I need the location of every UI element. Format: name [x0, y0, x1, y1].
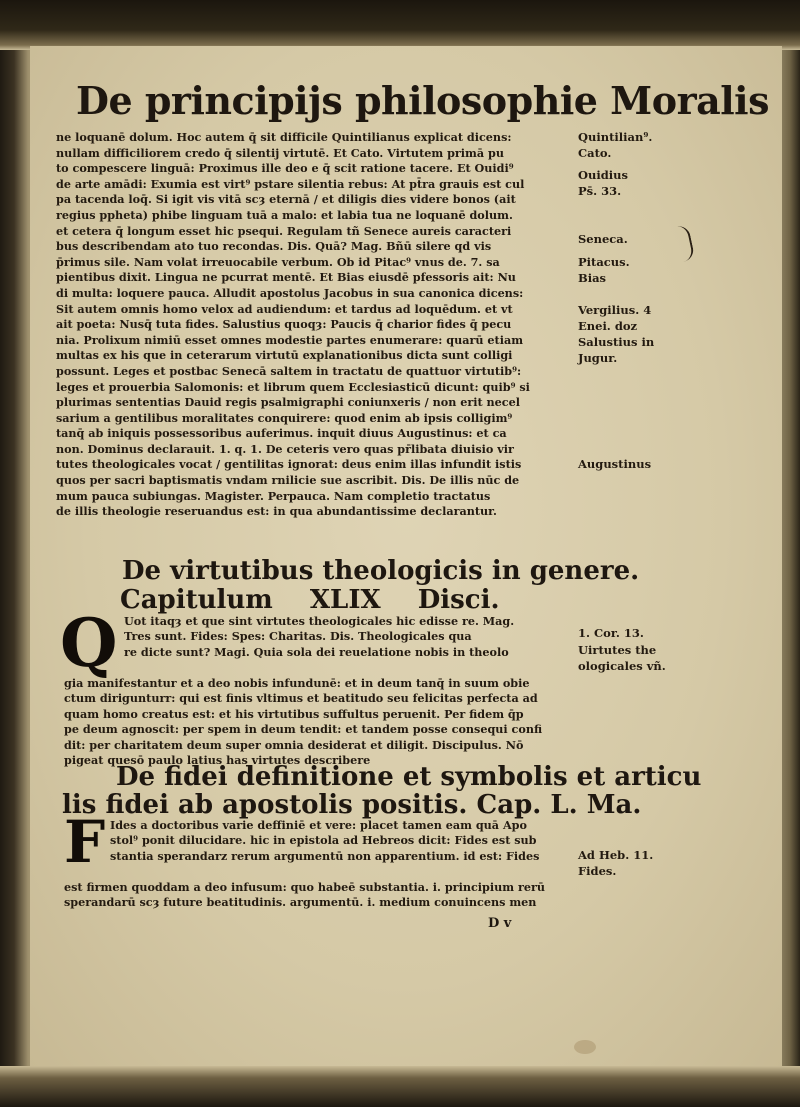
- text-line: p̄rimus sile. Nam volat irreuocabile verbum. Ob id Pitac⁹ vnus de. 7. sa: [56, 254, 500, 269]
- margin-note: Quintilian⁹.: [578, 130, 653, 144]
- chapter-heading: [120, 585, 528, 615]
- text-line: stol⁹ ponit dilucidare. hic in epistola ad Hebreos dicit: Fides est sub: [110, 833, 537, 848]
- text-line: ait poeta: Nusq̄ tuta fides. Salustius quoqȝ: Paucis q̄ charior fides q̄ pecu: [56, 317, 512, 332]
- text-line: Tres sunt. Fides: Spes: Charitas. Dis. Theologicales qua: [124, 629, 472, 644]
- text-line: et cetera q̄ longum esset hic psequi. Regulam tñ Senece aureis caracteri: [56, 223, 512, 238]
- paragraph-virtues-intro: [124, 614, 570, 660]
- text-line: pe deum agnoscit: per spem in deum tendit: et tandem posse consequi confi: [64, 722, 543, 737]
- initial-letter-q: Q: [60, 604, 118, 682]
- text-line: Sit autem omnis homo velox ad audiendum: et tardus ad loquēdum. et vt: [56, 301, 513, 316]
- text-line: est firmen quoddam a deo infusum: quo habeē substantia. i. principium rerū: [64, 880, 545, 894]
- chapter-label: Capitulum: [120, 585, 273, 615]
- text-line: sarium a gentilibus moralitates conquirere: quod enim ab ipsis colligim⁹: [56, 410, 513, 425]
- page-bottom-edge: [0, 1066, 800, 1107]
- text-line: sperandarū scȝ future beatitudinis. argumentū. i. medium conuincens men: [64, 895, 537, 910]
- margin-note: Seneca.: [578, 232, 628, 246]
- text-line: Uot itaqȝ et que sint virtutes theologicales hic edisse re. Mag.: [124, 614, 515, 628]
- paragraph-faith-intro: [110, 818, 570, 864]
- text-line: stantia sperandarz rerum argumentū non apparentium. id est: Fides: [110, 848, 540, 863]
- margin-note: Cato.: [578, 146, 612, 160]
- text-line: non. Dominus declarauit. 1. q. 1. De ceteris vero quas pr̄libata diuisio vir: [56, 441, 514, 456]
- initial-letter-f: F: [64, 808, 106, 876]
- text-line: di multa: loquere pauca. Alludit apostolus Jacobus in sua canonica dicens:: [56, 285, 524, 300]
- margin-note: Pitacus.: [578, 255, 630, 269]
- text-line: de arte amādi: Exumia est virt⁹ pstare silentia rebus: At pt̄ra grauis est cul: [56, 176, 525, 191]
- main-paragraph: [56, 130, 566, 520]
- margin-note: Uirtutes the: [578, 643, 657, 657]
- margin-note: 1. Cor. 13.: [578, 626, 644, 640]
- paragraph-faith-body: [64, 880, 572, 911]
- chapter-number: XLIX: [309, 585, 381, 615]
- margin-note: Bias: [578, 271, 607, 285]
- text-line: bus describendam ato tuo recondas. Dis. Quā? Mag. Bñū silere qd vis: [56, 239, 492, 254]
- text-line: gia manifestantur et a deo nobis infundunē: et in deum tanq̄ in suum obie: [64, 676, 530, 690]
- section-heading-virtues: De virtutibus theologicis in genere.: [122, 556, 640, 586]
- chapter-speaker: Disci.: [417, 585, 500, 615]
- page-title: De principijs philosophie Moralis: [76, 78, 769, 123]
- text-line: quam homo creatus est: et his virtutibus suffultus peruenit. Per fidem q̄p: [64, 706, 524, 721]
- page-top-edge: [0, 0, 800, 50]
- text-line: ctum dirigunturr: qui est finis vltimus et beatitudo seu felicitas perfecta ad: [64, 691, 538, 706]
- text-line: possunt. Leges et postbac Senecā saltem in tractatu de quattuor virtutib⁹:: [56, 363, 522, 378]
- margin-note: Augustinus: [578, 457, 652, 471]
- text-line: tanq̄ ab iniquis possessoribus auferimus. inquit diuus Augustinus: et ca: [56, 426, 507, 441]
- margin-note: Ps̄. 33.: [578, 184, 622, 198]
- section-heading-faith-line2: lis fidei ab apostolis positis. Cap. L. Ma.: [62, 790, 642, 820]
- text-line: mum pauca subiungas. Magister. Perpauca. Nam completio tractatus: [56, 488, 491, 503]
- margin-note: Ad Heb. 11.: [578, 848, 654, 862]
- text-line: Ides a doctoribus varie deffiniē et vere: placet tamen eam quā Apo: [110, 818, 527, 832]
- text-line: nia. Prolixum nimiū esset omnes modestie partes enumerare: quarū etiam: [56, 332, 524, 347]
- margin-note: Vergilius. 4: [578, 303, 652, 317]
- ink-blot: [574, 1040, 596, 1054]
- text-line: leges et prouerbia Salomonis: et librum quem Ecclesiasticū dicunt: quib⁹ si: [56, 379, 530, 394]
- paragraph-virtues-body: [64, 676, 572, 768]
- margin-note: Jugur.: [578, 351, 618, 365]
- text-line: re dicte sunt? Magi. Quia sola dei reuelatione nobis in theolo: [124, 644, 509, 659]
- section-heading-faith-line1: De fidei definitione et symbolis et articu: [116, 762, 702, 792]
- margin-note: ologicales vñ.: [578, 659, 666, 673]
- text-line: pientibus dixit. Lingua ne pcurrat mentē. Et Bias eiusdē pfessoris ait: Nu: [56, 270, 516, 285]
- text-line: multas ex his que in ceterarum virtutū explanationibus dicta sunt colligi: [56, 348, 513, 363]
- margin-note: Ouidius: [578, 168, 628, 182]
- margin-note: Fides.: [578, 864, 617, 878]
- text-line: nullam difficiliorem credo q̄ silentij virtutē. Et Cato. Virtutem primā pu: [56, 145, 504, 160]
- margin-note: Salustius in: [578, 335, 655, 349]
- text-line: pa tacenda loq̄. Si igit vis vitā scȝ eternā / et diligis dies videre bonos (ait: [56, 192, 516, 207]
- text-line: de illis theologie reseruandus est: in qua abundantissime declarantur.: [56, 504, 497, 519]
- text-line: pigeat quesō paulo latius has virtutes describere: [64, 752, 371, 767]
- text-line: ne loquanē dolum. Hoc autem q̄ sit difficile Quintilianus explicat dicens:: [56, 130, 512, 144]
- text-line: quos per sacri baptismatis vndam rnilicie sue ascribit. Dis. De illis nūc de: [56, 473, 520, 488]
- text-line: to compescere linguā: Proximus ille deo e q̄ scit ratione tacere. Et Ouidi⁹: [56, 161, 514, 176]
- text-line: tutes theologicales vocat / gentilitas ignorat: deus enim illas infundit istis: [56, 457, 522, 472]
- margin-note: Enei. doz: [578, 319, 638, 333]
- signature-mark: D v: [488, 916, 512, 931]
- text-line: regius ppheta) phibe linguam tuā a malo: et labia tua ne loquanē dolum.: [56, 207, 513, 222]
- text-line: dit: per charitatem deum super omnia desiderat et diligit. Discipulus. Nō: [64, 737, 524, 752]
- text-line: plurimas sententias Dauid regis psalmigraphi coniunxeris / non erit necel: [56, 395, 520, 410]
